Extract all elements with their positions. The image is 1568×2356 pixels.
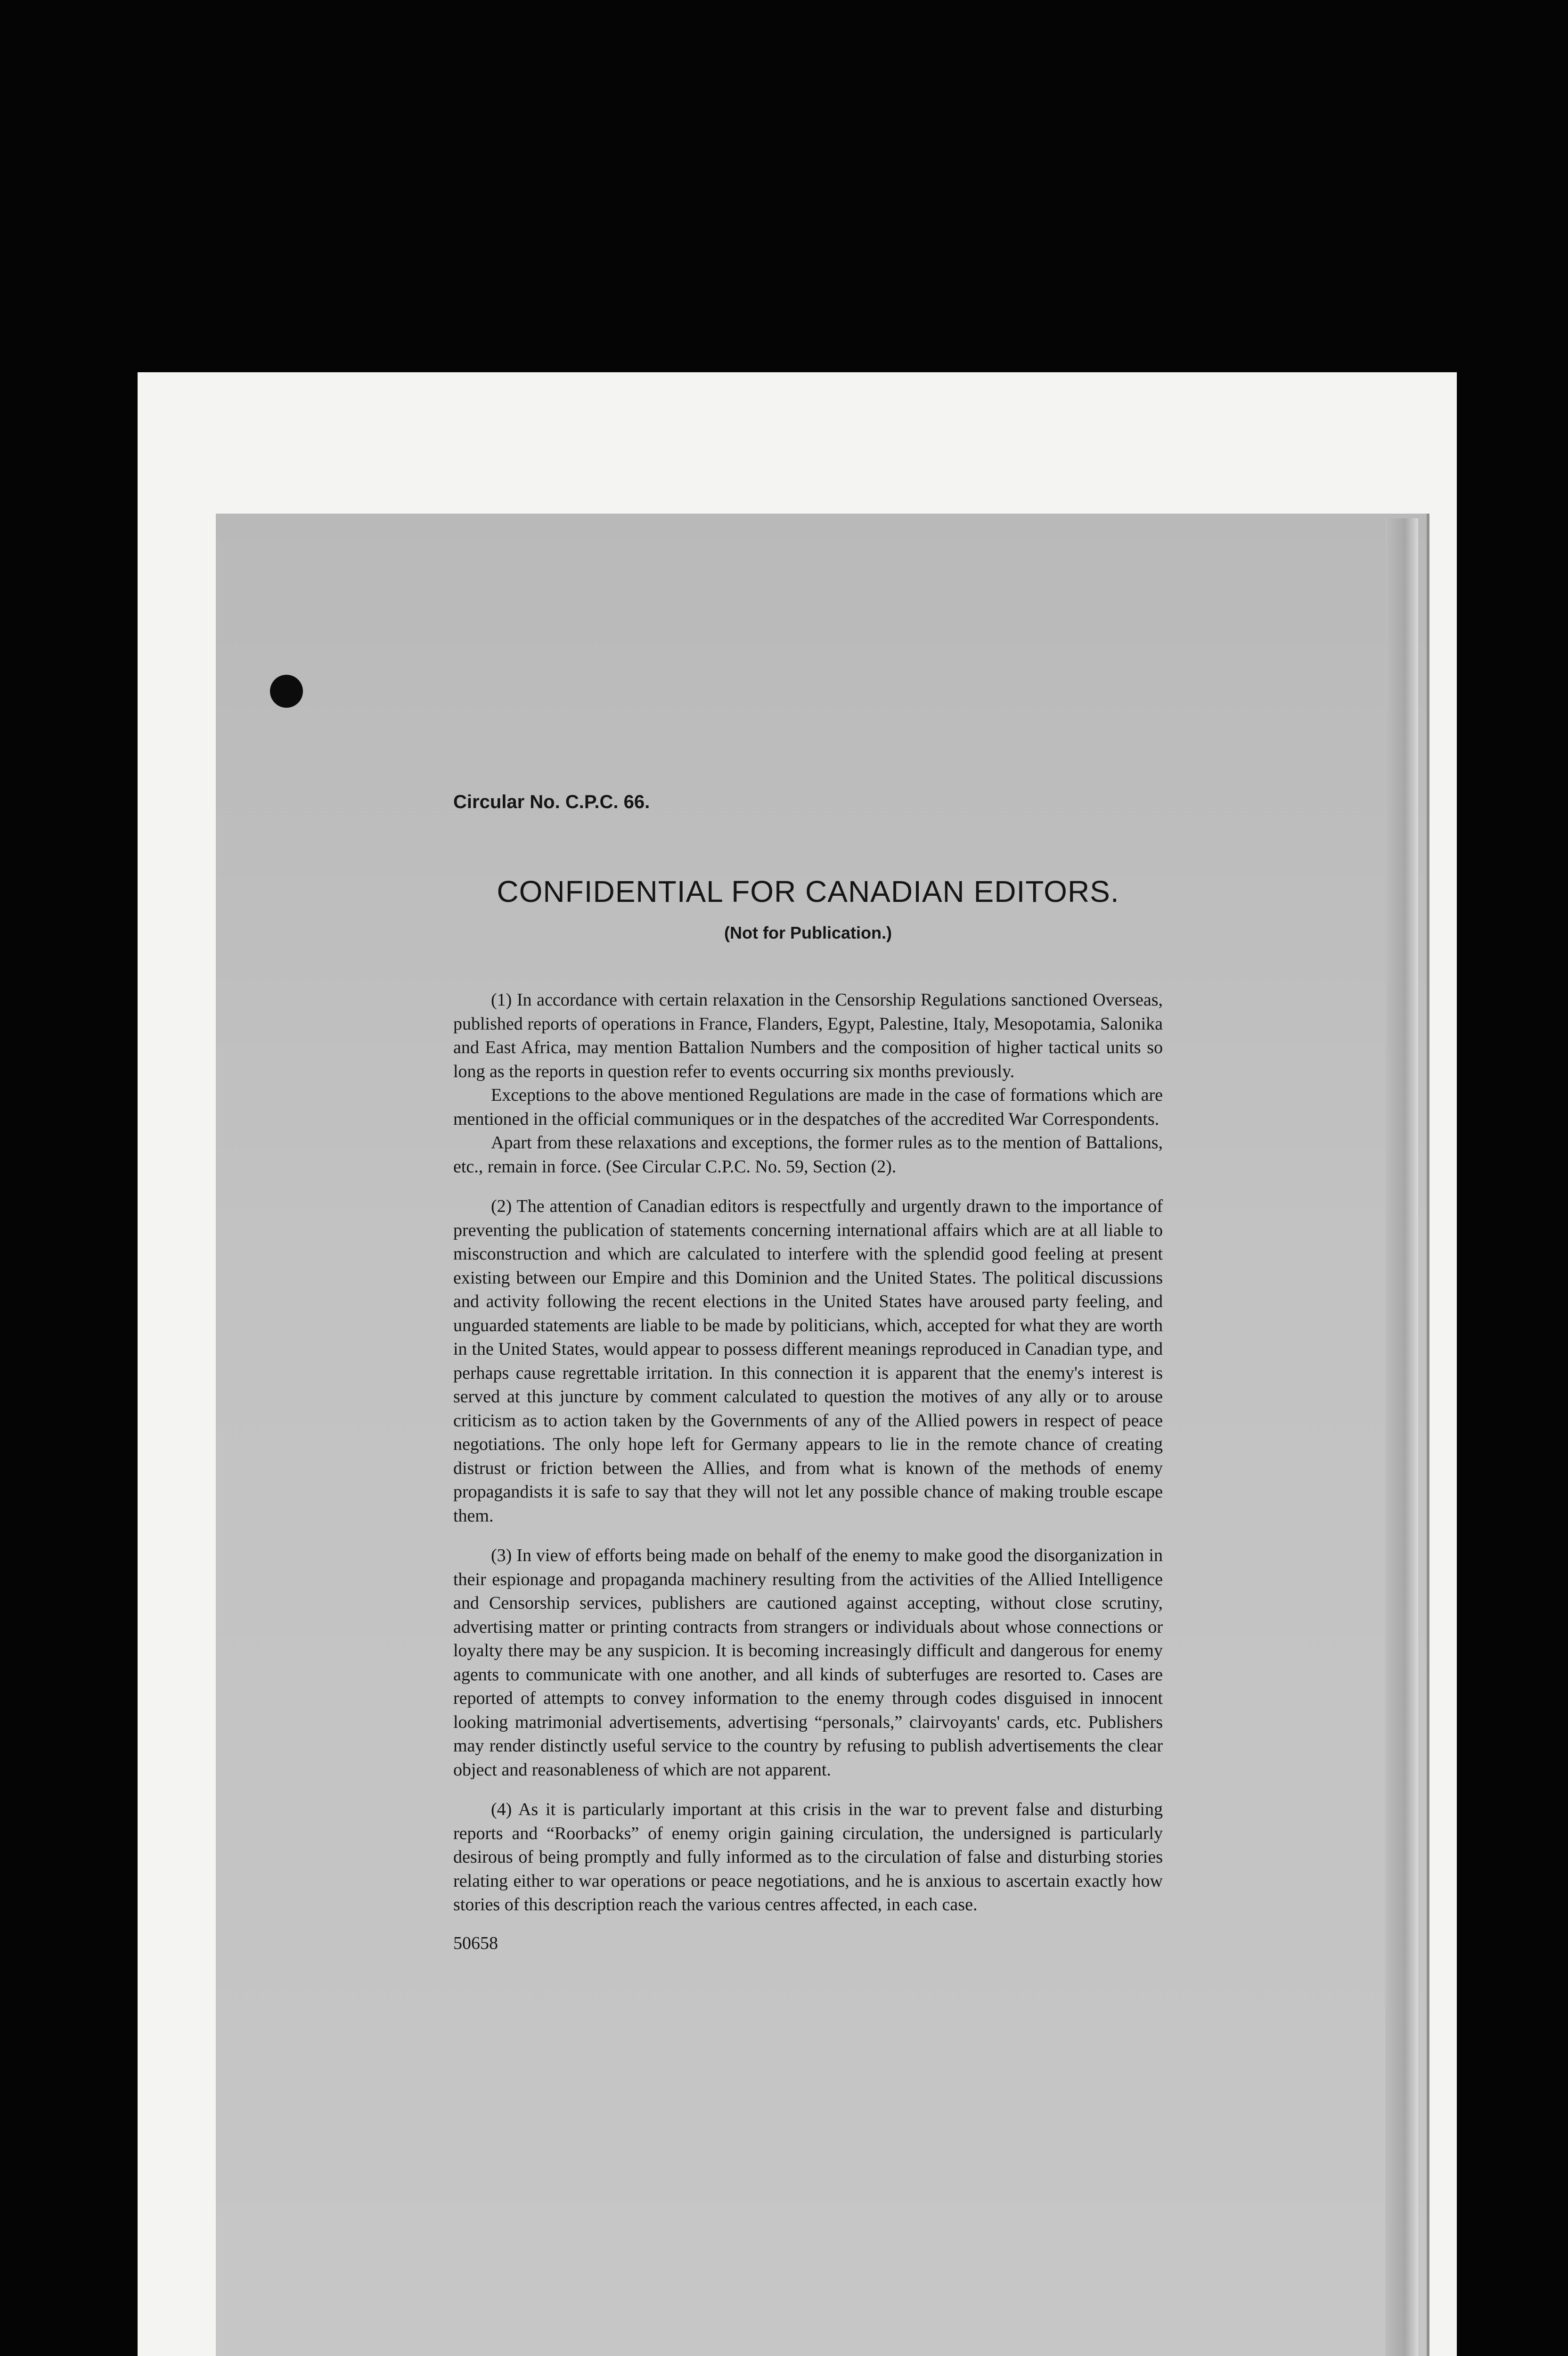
circular-number: Circular No. C.P.C. 66. <box>453 792 650 812</box>
document-title: CONFIDENTIAL FOR CANADIAN EDITORS. <box>497 875 1119 908</box>
paragraph-1: (1) In accordance with certain relaxation in the Censorship Regulations sanctioned Overseas, published reports of operations in France, Flanders, Egypt, Palestine, Italy, Mesopotamia, Salonika and East Africa, may mention Battalion Numbers and the composition of higher tactical units so long as the reports in question refer to events occurring six months previously. <box>453 990 1163 1081</box>
paragraph-1-relaxations: Apart from these relaxations and exceptions, the former rules as to the mention of Battalions, etc., remain in force. (See Circular C.P.C. No. 59, Section (2). <box>453 1133 1163 1177</box>
paragraph-1-exceptions: Exceptions to the above mentioned Regulations are made in the case of formations which are mentioned in the official communiques or in the despatches of the accredited War Correspondents. <box>453 1085 1163 1129</box>
document-subtitle: (Not for Publication.) <box>724 923 892 942</box>
punch-hole <box>270 675 303 708</box>
paragraph-2: (2) The attention of Canadian editors is respectfully and urgently drawn to the importance of preventing the publication of statements concerning international affairs which are at all liable to misconstruction and which are calculated to interfere with the splendid good feeling at present existing between our Empire and this Dominion and the United States. The political discussions and activity following the recent elections in the United States have aroused party feeling, and unguarded statements are liable to be made by politicians, which, accepted for what they are worth in the United States, would appear to possess different meanings reproduced in Canadian type, and perhaps cause regrettable irritation. In this connection it is apparent that the enemy's interest is served at this juncture by comment calculated to question the motives of any ally or to arouse criticism as to action taken by the Governments of any of the Allied powers in respect of peace negotiations. The only hope left for Germany appears to lie in the remote chance of creating distrust or friction between the Allies, and from what is known of the methods of enemy propagandists it is safe to say that they will not let any possible chance of making trouble escape them. <box>453 1196 1163 1526</box>
paragraph-4: (4) As it is particularly important at this crisis in the war to prevent false and disturbing reports and “Roorbacks” of enemy origin gaining circulation, the undersigned is particularly desirous of being promptly and fully informed as to the circulation of false and disturbing stories relating either to war operations or peace negotiations, and he is anxious to ascertain exactly how stories of this description reach the various centres affected, in each case. <box>453 1800 1163 1914</box>
document-body <box>453 792 1163 1954</box>
form-number: 50658 <box>453 1933 498 1953</box>
paragraph-3: (3) In view of efforts being made on behalf of the enemy to make good the disorganization in their espionage and propaganda machinery resulting from the activities of the Allied Intelligence and Censorship services, publishers are cautioned against accepting, without close scrutiny, advertising matter or printing contracts from strangers or individuals about whose connections or loyalty there may be any suspicion. It is becoming increasingly difficult and dangerous for enemy agents to communicate with one another, and all kinds of subterfuges are resorted to. Cases are reported of attempts to convey information to the enemy through codes disguised in innocent looking matrimonial advertisements, advertising “personals,” clairvoyants' cards, etc. Publishers may render distinctly useful service to the country by refusing to publish advertisements the clear object and reasonableness of which are not apparent. <box>453 1546 1163 1780</box>
page-edge <box>1385 518 1418 2356</box>
